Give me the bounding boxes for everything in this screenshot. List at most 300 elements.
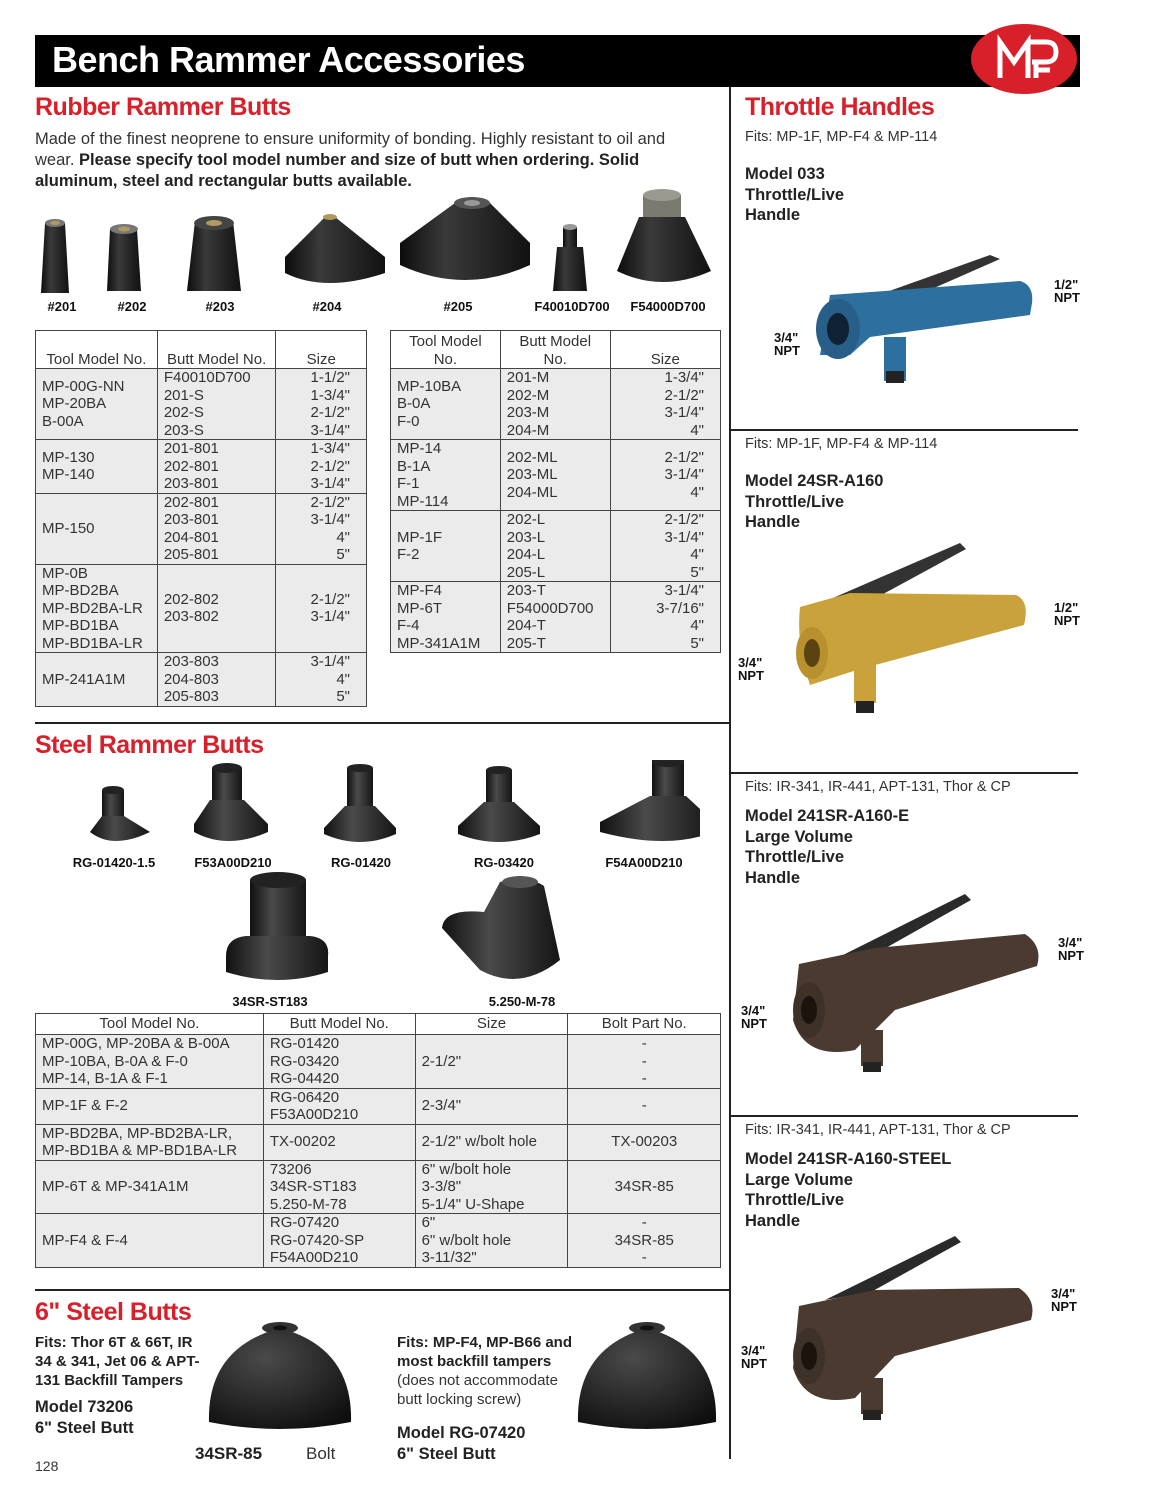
cell-line: 34SR-85 bbox=[614, 1178, 674, 1195]
model-number: Model 241SR-A160-STEEL bbox=[745, 1150, 952, 1168]
cell-line: - bbox=[641, 1070, 647, 1087]
cell-line: 3-1/4" bbox=[310, 475, 350, 492]
six-inch-right-fits-text: Fits: MP-F4, MP-B66 and most backfill tampers bbox=[397, 1334, 573, 1370]
npt-label: NPT bbox=[1051, 1299, 1077, 1314]
model-desc: Handle bbox=[745, 513, 801, 531]
col-bolt-part: Bolt Part No. bbox=[568, 1014, 721, 1035]
cell-line: 2-1/2" bbox=[664, 448, 704, 466]
cell-line: MP-114 bbox=[397, 492, 449, 510]
cell-line: 204-801 bbox=[163, 528, 219, 546]
cell-line: TX-00203 bbox=[611, 1133, 678, 1151]
part-label-f40010d700: F40010D700 bbox=[534, 299, 610, 314]
col-size: Size bbox=[610, 331, 720, 369]
cell-line: 204-M bbox=[506, 421, 550, 439]
cell-line: 34SR-ST183 bbox=[269, 1178, 357, 1195]
page-title: Bench Rammer Accessories bbox=[52, 39, 525, 80]
model-desc: Throttle/Live bbox=[745, 185, 845, 204]
butt-model-cell bbox=[500, 369, 610, 440]
tool-model-cell bbox=[36, 440, 158, 494]
butt-model-cell bbox=[263, 1124, 415, 1160]
cell-line: 202-801 bbox=[163, 457, 219, 475]
butt-202-image bbox=[107, 224, 141, 291]
cell-line: MP-20BA bbox=[42, 395, 107, 413]
butt-201-image bbox=[41, 219, 69, 293]
cell-line: 4" bbox=[690, 546, 704, 563]
cell-line: 3-1/4" bbox=[310, 608, 350, 626]
table-row bbox=[36, 1035, 721, 1089]
bolt-part-cell bbox=[568, 1088, 721, 1124]
table-row bbox=[391, 582, 721, 653]
cell-line: 3-1/4" bbox=[310, 421, 350, 439]
cell-line: 205-T bbox=[506, 634, 546, 652]
cell-line: 5.250-M-78 bbox=[269, 1195, 347, 1213]
cell-line: 5" bbox=[336, 546, 350, 563]
steel-section-title: Steel Rammer Butts bbox=[35, 731, 264, 759]
butt-204-image bbox=[285, 214, 385, 283]
butt-model-cell bbox=[157, 493, 276, 564]
model-number: Model 241SR-A160-E bbox=[745, 807, 910, 825]
butt-f40010d700-image bbox=[553, 224, 587, 291]
cell-line: 203-T bbox=[506, 582, 546, 599]
cell-line: 203-ML bbox=[506, 466, 558, 484]
butt-f54000d700-image bbox=[617, 189, 711, 282]
cell-line: B-0A bbox=[397, 395, 431, 413]
table-row bbox=[391, 440, 721, 511]
cell-line: 202-801 bbox=[163, 493, 219, 511]
rubber-desc-bold: Please specify tool model number and size of butt when ordering. Solid aluminum, steel and rectangular butts available. bbox=[35, 151, 640, 190]
cell-line: 3-7/16" bbox=[656, 599, 704, 617]
tool-model-cell bbox=[36, 1124, 264, 1160]
f54a00d210-image bbox=[600, 760, 700, 841]
cell-line: 203-803 bbox=[163, 653, 219, 670]
rubber-table-right bbox=[390, 330, 721, 653]
cell-line: 2-1/2" bbox=[310, 590, 350, 608]
cell-line: - bbox=[641, 1214, 647, 1231]
cell-line: 3-1/4" bbox=[664, 404, 704, 421]
butt-model-cell bbox=[157, 564, 276, 653]
cell-line: 6" bbox=[421, 1214, 436, 1231]
cell-line: MP-1F & F-2 bbox=[42, 1097, 128, 1115]
butt-model-cell bbox=[263, 1214, 415, 1268]
throttle-241sr-steel-model bbox=[745, 1149, 951, 1231]
rubber-section-title: Rubber Rammer Butts bbox=[35, 93, 291, 121]
part-label-202: #202 bbox=[117, 299, 147, 314]
bolt-part-cell bbox=[568, 1035, 721, 1089]
throttle-24sr-inlet bbox=[738, 656, 764, 682]
npt-label: NPT bbox=[741, 1356, 767, 1371]
cell-line: MP-150 bbox=[42, 519, 95, 537]
size-cell bbox=[276, 493, 367, 564]
cell-line: MP-130 bbox=[42, 448, 95, 466]
item-divider bbox=[731, 429, 1078, 431]
size-cell bbox=[415, 1035, 568, 1089]
butt-model-cell bbox=[500, 511, 610, 582]
throttle-24sr-model bbox=[745, 471, 883, 533]
npt-label: NPT bbox=[774, 343, 800, 358]
cell-line: F54000D700 bbox=[506, 599, 594, 617]
cell-line: MP-0B bbox=[42, 564, 88, 582]
cell-line: 203-802 bbox=[163, 608, 219, 626]
page-header bbox=[35, 35, 1080, 87]
cell-line: TX-00202 bbox=[269, 1133, 336, 1151]
throttle-24sr-outlet bbox=[1054, 601, 1080, 627]
butt-model-cell bbox=[263, 1035, 415, 1089]
cell-line: B-00A bbox=[42, 412, 84, 430]
cell-line: MP-10BA, B-0A & F-0 bbox=[42, 1052, 188, 1070]
model-desc: Large Volume bbox=[745, 1170, 853, 1189]
col-tool-model: Tool Model No. bbox=[36, 1014, 264, 1035]
butt-model-cell bbox=[157, 440, 276, 494]
part-label-f53a00d210: F53A00D210 bbox=[194, 855, 272, 870]
cell-line: 2-1/2" bbox=[664, 511, 704, 528]
cell-line: 4" bbox=[336, 528, 350, 546]
part-label-f54000d700: F54000D700 bbox=[630, 299, 706, 314]
cell-line: 203-801 bbox=[163, 475, 219, 492]
size-cell bbox=[610, 582, 720, 653]
npt-size: 3/4" bbox=[1051, 1286, 1076, 1301]
butt-model-cell bbox=[263, 1088, 415, 1124]
tool-model-cell bbox=[36, 493, 158, 564]
table-row bbox=[391, 511, 721, 582]
bolt-part-cell bbox=[568, 1214, 721, 1268]
bolt-label: Bolt bbox=[306, 1444, 336, 1463]
part-label-34sr-st183: 34SR-ST183 bbox=[232, 994, 308, 1009]
size-cell bbox=[276, 369, 367, 440]
mp-logo bbox=[970, 22, 1078, 96]
throttle-241sr-steel-fits: Fits: IR-341, IR-441, APT-131, Thor & CP bbox=[745, 1122, 1011, 1138]
rubber-description bbox=[35, 129, 705, 192]
throttle-section-title: Throttle Handles bbox=[745, 93, 935, 121]
cell-line: F54A00D210 bbox=[269, 1249, 359, 1266]
cell-line: 4" bbox=[690, 483, 704, 501]
model-desc: Throttle/Live bbox=[745, 1191, 845, 1209]
cell-line: RG-07420 bbox=[269, 1214, 340, 1231]
f53a00d210-image bbox=[194, 763, 268, 841]
cell-line: MP-6T bbox=[397, 599, 442, 617]
cell-line: MP-14, B-1A & F-1 bbox=[42, 1070, 168, 1087]
butt-203-image bbox=[187, 216, 241, 291]
col-tool-model: Tool Model No. bbox=[391, 331, 501, 369]
table-row bbox=[36, 493, 367, 564]
section-divider bbox=[35, 722, 730, 724]
throttle-033-inlet bbox=[774, 331, 800, 357]
tool-model-cell bbox=[391, 440, 501, 511]
bolt-part-number: 34SR-85 bbox=[195, 1444, 263, 1463]
cell-line: 3-1/4" bbox=[664, 528, 704, 546]
rg-03420-image bbox=[458, 766, 540, 842]
npt-label: NPT bbox=[1054, 290, 1080, 305]
section-divider bbox=[35, 1289, 730, 1291]
cell-line: F40010D700 bbox=[163, 369, 251, 386]
size-cell bbox=[276, 564, 367, 653]
part-label-rg-03420: RG-03420 bbox=[474, 855, 534, 870]
col-size: Size bbox=[276, 331, 367, 369]
model-desc: Throttle/Live bbox=[745, 492, 845, 511]
col-butt-model: Butt Model No. bbox=[500, 331, 610, 369]
cell-line: MP-6T & MP-341A1M bbox=[42, 1178, 189, 1195]
model-desc: 6" Steel Butt bbox=[397, 1444, 496, 1463]
model-number: Model 033 bbox=[745, 165, 825, 183]
cell-line: 3-1/4" bbox=[310, 511, 350, 528]
cell-line: 202-L bbox=[506, 511, 546, 528]
tool-model-cell bbox=[391, 511, 501, 582]
cell-line: 205-L bbox=[506, 563, 546, 581]
tool-model-cell bbox=[36, 653, 158, 707]
bolt-part-cell bbox=[568, 1160, 721, 1214]
cell-line: MP-BD1BA-LR bbox=[42, 634, 143, 652]
npt-label: NPT bbox=[741, 1016, 767, 1031]
cell-line: 2-1/2" bbox=[664, 386, 704, 404]
steel-butts-photo bbox=[60, 760, 700, 1000]
cell-line: 201-M bbox=[506, 369, 550, 386]
cell-line: MP-BD1BA bbox=[42, 617, 119, 634]
5-250-m-78-image bbox=[442, 876, 560, 979]
throttle-241sr-steel-inlet bbox=[741, 1344, 767, 1370]
cell-line: MP-BD1BA & MP-BD1BA-LR bbox=[42, 1142, 238, 1159]
part-label-205: #205 bbox=[443, 299, 473, 314]
throttle-241sr-steel-outlet bbox=[1051, 1287, 1077, 1313]
npt-size: 3/4" bbox=[738, 655, 763, 670]
cell-line: 202-ML bbox=[506, 448, 558, 466]
model-desc: Handle bbox=[745, 206, 801, 224]
model-number: Model 24SR-A160 bbox=[745, 472, 884, 490]
cell-line: 3-1/4" bbox=[664, 466, 704, 484]
part-label-rg-01420: RG-01420 bbox=[331, 855, 391, 870]
cell-line: 34SR-85 bbox=[614, 1231, 674, 1249]
npt-label: NPT bbox=[1054, 613, 1080, 628]
butt-model-cell bbox=[500, 582, 610, 653]
cell-line: 5" bbox=[336, 688, 350, 705]
cell-line: 203-S bbox=[163, 421, 204, 439]
six-inch-left-fits-text: Fits: Thor 6T & 66T, IR 34 & 341, Jet 06 & APT-131 Backfill Tampers bbox=[35, 1334, 200, 1389]
cell-line: 4" bbox=[690, 617, 704, 634]
throttle-24sr-image bbox=[790, 535, 1050, 715]
part-label-rg-01420-1-5: RG-01420-1.5 bbox=[72, 855, 156, 870]
npt-size: 3/4" bbox=[741, 1343, 766, 1358]
table-row bbox=[36, 1214, 721, 1268]
cell-line: 6" w/bolt hole bbox=[421, 1231, 512, 1249]
col-butt-model: Butt Model No. bbox=[157, 331, 276, 369]
butt-205-image bbox=[400, 197, 530, 280]
cell-line: F-4 bbox=[397, 617, 420, 634]
throttle-033-model bbox=[745, 164, 844, 226]
cell-line: 203-L bbox=[506, 528, 546, 546]
size-cell bbox=[276, 653, 367, 707]
cell-line: 204-803 bbox=[163, 670, 219, 688]
table-row bbox=[36, 1124, 721, 1160]
cell-line: 204-L bbox=[506, 546, 546, 563]
cell-line: 2-1/2" bbox=[310, 493, 350, 511]
throttle-033-fits: Fits: MP-1F, MP-F4 & MP-114 bbox=[745, 129, 938, 145]
tool-model-cell bbox=[36, 369, 158, 440]
cell-line: MP-341A1M bbox=[397, 634, 481, 652]
cell-line: 205-801 bbox=[163, 546, 219, 563]
six-inch-left-fits bbox=[35, 1333, 210, 1390]
cell-line: 3-11/32" bbox=[421, 1249, 477, 1266]
throttle-241sr-e-image bbox=[785, 890, 1055, 1080]
cell-line: RG-06420 bbox=[269, 1088, 340, 1106]
cell-line: MP-14 bbox=[397, 440, 442, 457]
cell-line: MP-00G, MP-20BA & B-00A bbox=[42, 1035, 230, 1052]
item-divider bbox=[731, 1115, 1078, 1117]
part-label-201: #201 bbox=[47, 299, 77, 314]
page-number: 128 bbox=[35, 1458, 59, 1474]
six-inch-right-fits bbox=[397, 1333, 582, 1409]
table-row bbox=[36, 369, 367, 440]
throttle-033-image bbox=[790, 245, 1060, 395]
cell-line: 5-1/4" U-Shape bbox=[421, 1195, 525, 1213]
cell-line: 2-1/2" bbox=[310, 404, 350, 421]
table-row bbox=[391, 369, 721, 440]
cell-line: 4" bbox=[336, 670, 350, 688]
six-inch-right-model bbox=[397, 1423, 525, 1464]
cell-line: MP-241A1M bbox=[42, 670, 126, 688]
cell-line: 2-1/2" bbox=[310, 457, 350, 475]
cell-line: 1-1/2" bbox=[310, 369, 350, 386]
throttle-241sr-e-inlet bbox=[741, 1004, 767, 1030]
cell-line: RG-04420 bbox=[269, 1070, 340, 1087]
size-cell bbox=[415, 1088, 568, 1124]
table-row bbox=[36, 440, 367, 494]
cell-line: 202-M bbox=[506, 386, 550, 404]
part-label-203: #203 bbox=[205, 299, 235, 314]
size-cell bbox=[610, 369, 720, 440]
model-desc: 6" Steel Butt bbox=[35, 1418, 134, 1437]
cell-line: 73206 bbox=[269, 1160, 312, 1178]
item-divider bbox=[731, 772, 1078, 774]
cell-line: - bbox=[641, 1097, 647, 1115]
npt-size: 3/4" bbox=[1058, 935, 1083, 950]
cell-line: 1-3/4" bbox=[310, 386, 350, 404]
tool-model-cell bbox=[36, 1214, 264, 1268]
rg-01420-image bbox=[324, 764, 396, 842]
table-row bbox=[36, 564, 367, 653]
table-row bbox=[36, 653, 367, 707]
butt-model-cell bbox=[157, 653, 276, 707]
cell-line: RG-03420 bbox=[269, 1052, 340, 1070]
cell-line: MP-1F bbox=[397, 528, 442, 546]
model-number: Model RG-07420 bbox=[397, 1424, 526, 1442]
cell-line: - bbox=[641, 1035, 647, 1052]
tool-model-cell bbox=[36, 1160, 264, 1214]
six-inch-right-fits-note: (does not accommodate butt locking screw) bbox=[397, 1372, 558, 1408]
cell-line: 204-T bbox=[506, 617, 546, 634]
tool-model-cell bbox=[36, 564, 158, 653]
butt-model-cell bbox=[500, 440, 610, 511]
rg-01420-1-5-image bbox=[90, 786, 150, 841]
cell-line: 5" bbox=[690, 563, 704, 581]
npt-size: 1/2" bbox=[1054, 277, 1079, 292]
tool-model-cell bbox=[391, 582, 501, 653]
cell-line: MP-BD2BA, MP-BD2BA-LR, bbox=[42, 1124, 233, 1142]
npt-size: 3/4" bbox=[741, 1003, 766, 1018]
cell-line: 3-3/8" bbox=[421, 1178, 462, 1195]
cell-line: 4" bbox=[690, 421, 704, 439]
throttle-241sr-steel-image bbox=[785, 1228, 1050, 1428]
table-row bbox=[36, 1160, 721, 1214]
cell-line: MP-00G-NN bbox=[42, 377, 125, 395]
cell-line: 201-S bbox=[163, 386, 204, 404]
cell-line: RG-01420 bbox=[269, 1035, 340, 1052]
cell-line: MP-BD2BA bbox=[42, 582, 119, 599]
npt-label: NPT bbox=[738, 668, 764, 683]
cell-line: MP-BD2BA-LR bbox=[42, 599, 143, 617]
cell-line: 201-801 bbox=[163, 440, 219, 457]
size-cell bbox=[276, 440, 367, 494]
cell-line: F-2 bbox=[397, 546, 420, 563]
steel-table bbox=[35, 1013, 721, 1268]
npt-size: 1/2" bbox=[1054, 600, 1079, 615]
cell-line: MP-F4 & F-4 bbox=[42, 1231, 128, 1249]
cell-line: 5" bbox=[690, 634, 704, 652]
model-number: Model 73206 bbox=[35, 1398, 134, 1416]
six-inch-left-model bbox=[35, 1397, 134, 1438]
cell-line: 6" w/bolt hole bbox=[421, 1160, 512, 1178]
cell-line: 1-3/4" bbox=[310, 440, 350, 457]
throttle-241sr-e-fits: Fits: IR-341, IR-441, APT-131, Thor & CP bbox=[745, 779, 1011, 795]
cell-line: 2-1/2" w/bolt hole bbox=[421, 1133, 537, 1151]
size-cell bbox=[610, 511, 720, 582]
cell-line: - bbox=[641, 1249, 647, 1266]
size-cell bbox=[610, 440, 720, 511]
cell-line: 205-803 bbox=[163, 688, 219, 705]
size-cell bbox=[415, 1160, 568, 1214]
cell-line: 3-1/4" bbox=[664, 582, 704, 599]
34sr-st183-image bbox=[226, 872, 328, 980]
cell-line: 203-M bbox=[506, 404, 550, 421]
table-row bbox=[36, 1088, 721, 1124]
cell-line: MP-F4 bbox=[397, 582, 442, 599]
cell-line: - bbox=[641, 1052, 647, 1070]
steel-butt-73206-image bbox=[205, 1318, 355, 1436]
tool-model-cell bbox=[36, 1088, 264, 1124]
throttle-241sr-e-model bbox=[745, 806, 909, 888]
col-tool-model: Tool Model No. bbox=[36, 331, 158, 369]
cell-line: 202-S bbox=[163, 404, 204, 421]
six-inch-section-title: 6" Steel Butts bbox=[35, 1298, 192, 1326]
model-desc: Large Volume bbox=[745, 827, 853, 846]
npt-size: 3/4" bbox=[774, 330, 799, 345]
cell-line: B-1A bbox=[397, 457, 431, 475]
cell-line: RG-07420-SP bbox=[269, 1231, 365, 1249]
cell-line: F53A00D210 bbox=[269, 1106, 359, 1123]
cell-line: 3-1/4" bbox=[310, 653, 350, 670]
tool-model-cell bbox=[36, 1035, 264, 1089]
cell-line: F-0 bbox=[397, 412, 420, 430]
model-desc: Handle bbox=[745, 1211, 801, 1230]
rubber-butts-photo bbox=[35, 185, 725, 295]
part-label-5-250-m-78: 5.250-M-78 bbox=[488, 994, 556, 1009]
npt-label: NPT bbox=[1058, 948, 1084, 963]
col-butt-model: Butt Model No. bbox=[263, 1014, 415, 1035]
butt-model-cell bbox=[157, 369, 276, 440]
throttle-241sr-e-outlet bbox=[1058, 936, 1084, 962]
butt-model-cell bbox=[263, 1160, 415, 1214]
part-label-f54a00d210: F54A00D210 bbox=[605, 855, 683, 870]
cell-line: MP-140 bbox=[42, 466, 95, 484]
col-size: Size bbox=[415, 1014, 568, 1035]
throttle-033-outlet bbox=[1054, 278, 1080, 304]
cell-line: 204-ML bbox=[506, 483, 558, 501]
model-desc: Handle bbox=[745, 868, 801, 887]
model-desc: Throttle/Live bbox=[745, 848, 845, 866]
size-cell bbox=[415, 1214, 568, 1268]
cell-line: 203-801 bbox=[163, 511, 219, 528]
throttle-24sr-fits: Fits: MP-1F, MP-F4 & MP-114 bbox=[745, 436, 938, 452]
cell-line: F-1 bbox=[397, 475, 420, 492]
cell-line: 1-3/4" bbox=[664, 369, 704, 386]
cell-line: 202-802 bbox=[163, 590, 219, 608]
